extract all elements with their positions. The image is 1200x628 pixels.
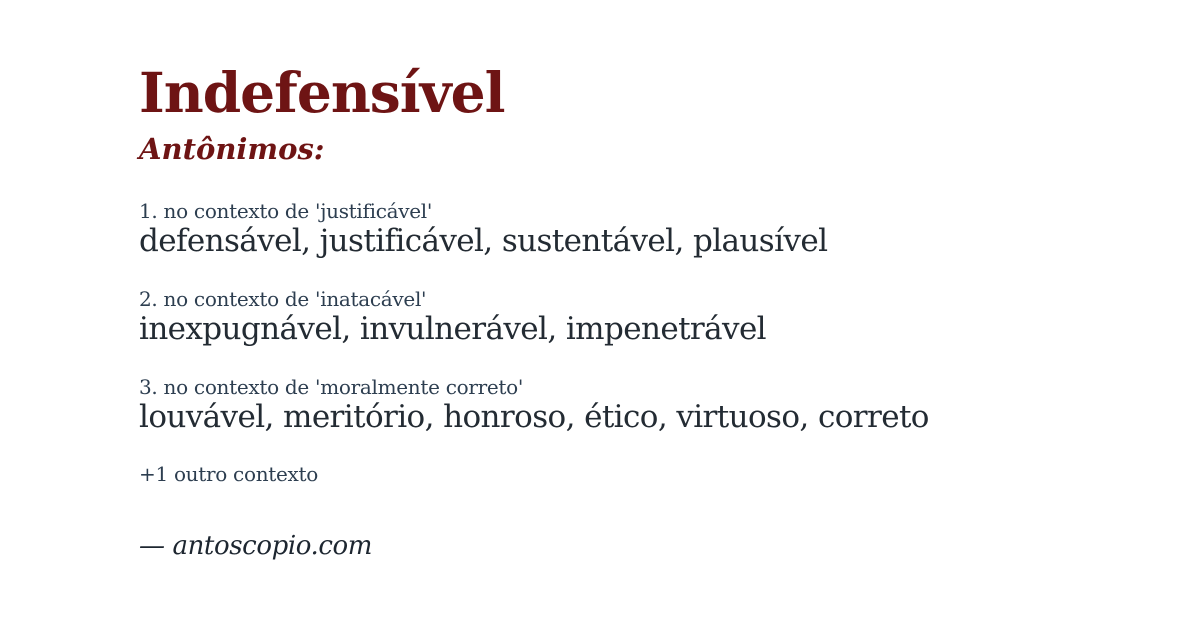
antonyms-list-2: inexpugnável, invulnerável, impenetrável [139, 311, 767, 347]
word-title: Indefensível [139, 60, 505, 125]
antonyms-list-3: louvável, meritório, honroso, ético, virtuoso, correto [139, 399, 929, 435]
context-label-1: 1. no contexto de 'justificável' [139, 199, 433, 223]
antonyms-list-1: defensável, justificável, sustentável, plausível [139, 223, 828, 259]
more-contexts-note: +1 outro contexto [139, 462, 319, 486]
context-label-2: 2. no contexto de 'inatacável' [139, 287, 427, 311]
section-label-antonyms: Antônimos: [139, 132, 325, 166]
context-label-3: 3. no contexto de 'moralmente correto' [139, 375, 524, 399]
source-attribution: — antoscopio.com [139, 531, 373, 561]
